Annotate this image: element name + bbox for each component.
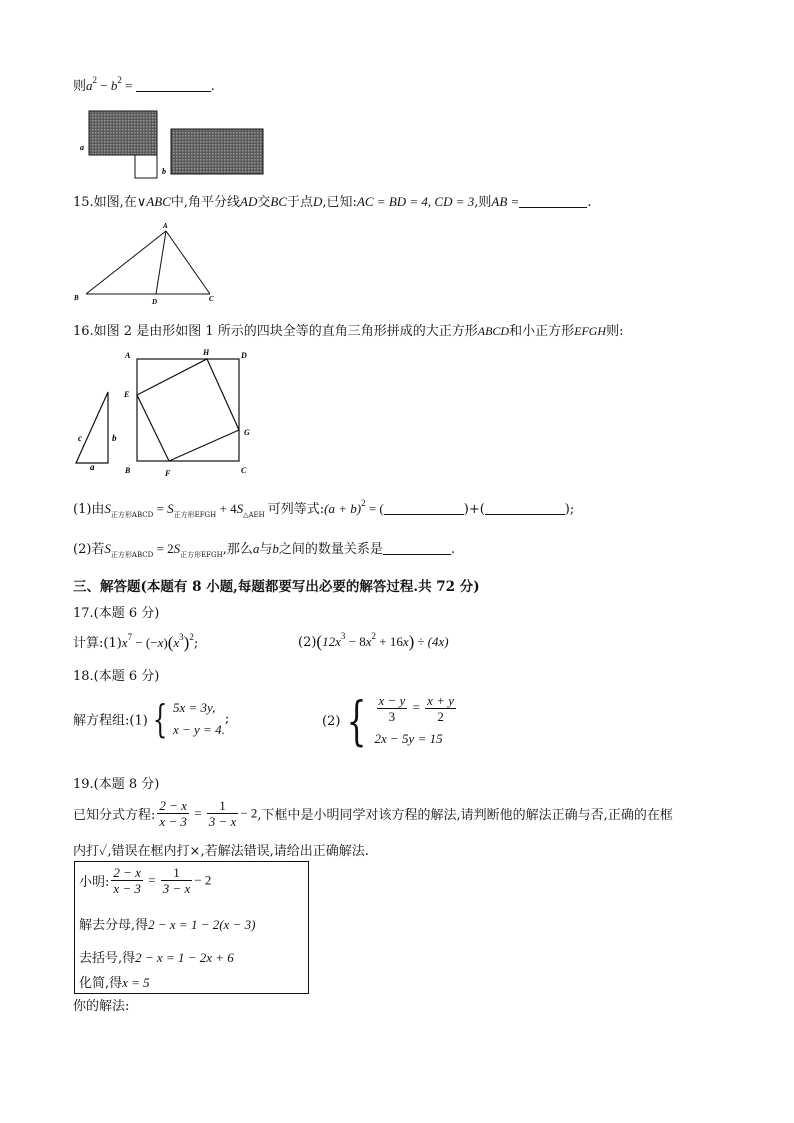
section-title: 三、解答题(本题有 8 小题,每题都要写出必要的解答过程.共 72 分) bbox=[73, 579, 480, 595]
pt-H: H bbox=[203, 348, 210, 357]
pt-A: A bbox=[125, 351, 131, 360]
q16-part2: (2)若$S_{正方形ABCD} = 2S_{正方形EFGH}$,那么a与b之间的数量关系是 . bbox=[73, 541, 456, 559]
q15-text: 15.如图,在∨ABC中,角平分线AD交BC于点D,已知:AC = BD = 4, CD = 3,则AB = . bbox=[73, 194, 592, 210]
box-line-2: 解去分母,得2 − x = 1 − 2(x − 3) bbox=[79, 917, 256, 933]
box-line-3: 去括号,得2 − x = 1 − 2x + 6 bbox=[79, 950, 234, 966]
solution-box bbox=[74, 861, 309, 994]
rectangle bbox=[171, 129, 263, 174]
label-a: a bbox=[80, 143, 84, 152]
q17-part2: $(2)(12x^3 - 8x^2 + 16x) \div (4x)$ bbox=[298, 631, 449, 651]
your-solution-label: 你的解法: bbox=[73, 999, 130, 1014]
pt-D: D bbox=[241, 351, 247, 360]
q19-text2: 内打✓,错误在框内打×,若解法错误,请给出正确解法. bbox=[73, 844, 369, 859]
side-b: b bbox=[112, 433, 117, 443]
q18-part1: 解方程组:(1) { 5x = 3y, x − y = 4. ; bbox=[73, 697, 230, 741]
pt-F: F bbox=[165, 469, 171, 478]
q19-head: 19.(本题 8 分) bbox=[73, 777, 160, 792]
q16-text: 16.如图 2 是由形如图 1 所示的四块全等的直角三角形拼成的大正方形ABCD和小正方形EFGH则: bbox=[73, 324, 624, 339]
q18-head: 18.(本题 6 分) bbox=[73, 669, 160, 684]
answer-blank bbox=[383, 542, 451, 555]
check-mark: ✓ bbox=[99, 844, 108, 859]
cross-mark: × bbox=[189, 844, 201, 859]
answer-blank bbox=[136, 79, 211, 92]
vertex-A: A bbox=[163, 222, 168, 230]
big-square bbox=[137, 359, 239, 461]
answer-blank-2 bbox=[485, 502, 565, 515]
q14-line: 则$a^2 - b^2$ = . bbox=[73, 75, 215, 94]
q19-text1: 已知分式方程: $\frac{2 - x}{x - 3}$ = $\frac{1}{3 - x}$ − 2,下框中是小明同学对该方程的解法,请判断他的解法正确与否,正确的在框 bbox=[73, 798, 673, 829]
q16-figure bbox=[70, 340, 270, 480]
label-b: b bbox=[162, 167, 166, 176]
answer-blank-1 bbox=[384, 502, 464, 515]
vertex-B: B bbox=[74, 294, 79, 302]
q15-figure bbox=[70, 218, 230, 308]
pt-C: C bbox=[241, 466, 247, 475]
q17-part1: 计算$:(1)x^7 - (-x)(x^3)^2$; bbox=[73, 632, 199, 652]
pt-E: E bbox=[124, 390, 130, 399]
pt-B: B bbox=[125, 466, 131, 475]
box-line-4: 化简,得x = 5 bbox=[79, 975, 150, 991]
pt-G: G bbox=[244, 428, 250, 437]
q14-figure bbox=[80, 108, 270, 180]
vertex-C: C bbox=[209, 295, 214, 303]
right-triangle bbox=[76, 392, 108, 463]
side-c: c bbox=[78, 433, 82, 443]
q17-head: 17.(本题 6 分) bbox=[73, 606, 160, 621]
box-line-1: 小明: $\frac{2 - x}{x - 3}$ = $\frac{1}{3 - x}$ − 2 bbox=[79, 865, 212, 896]
small-square bbox=[137, 359, 239, 461]
vertex-D: D bbox=[152, 298, 158, 306]
side-a: a bbox=[90, 462, 95, 472]
q18-part2: (2) { $\frac{x - y}{3}$ = $\frac{x + y}{2}$ 2x − 5y = 15 bbox=[322, 691, 454, 752]
answer-blank bbox=[519, 195, 587, 208]
small-square bbox=[135, 155, 157, 178]
q16-part1: (1)由$S_{正方形ABCD} = S_{正方形EFGH} + 4S_{\triangle AEH}$ 可列等式:(a + b)$^2$ = ( )+( ); bbox=[73, 498, 575, 519]
